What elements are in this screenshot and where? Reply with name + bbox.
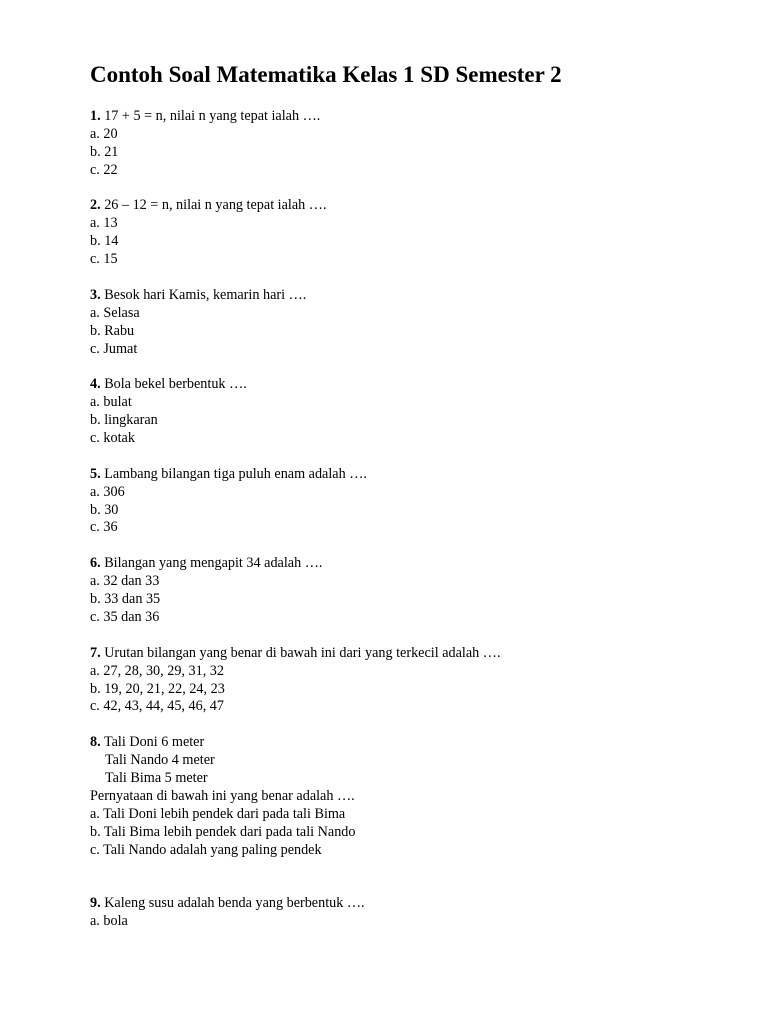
option: a. 27, 28, 30, 29, 31, 32 [90,662,224,679]
question-number: 2. [90,197,101,214]
question-number: 5. [90,465,101,482]
question-text: Bilangan yang mengapit 34 adalah …. [104,555,323,572]
option: b. lingkaran [90,412,158,429]
question-text: Lambang bilangan tiga puluh enam adalah …. [104,465,367,482]
option: c. kotak [90,430,135,447]
question-detail: Tali Nando 4 meter [105,752,215,769]
question-number: 9. [90,895,101,912]
question-number: 6. [90,555,101,572]
question-number: 7. [90,644,101,661]
question-2 [90,197,730,215]
option: a. bola [90,913,128,930]
option: c. 35 dan 36 [90,608,160,625]
option: a. 20 [90,125,118,142]
question-6 [90,555,730,573]
question-number: 4. [90,376,101,393]
option: a. 32 dan 33 [90,573,160,590]
option: c. Jumat [90,340,138,357]
question-text: Tali Doni 6 meter [103,734,205,751]
question-prompt: Pernyataan di bawah ini yang benar adalah …. [90,787,355,804]
page-title: Contoh Soal Matematika Kelas 1 SD Semester 2 [90,62,562,87]
option: b. 21 [90,143,119,160]
option: b. 19, 20, 21, 22, 24, 23 [90,680,225,697]
question-text: 17 + 5 = n, nilai n yang tepat ialah …. [104,108,321,124]
option: a. 13 [90,215,118,232]
question-9 [90,895,730,913]
option: c. 22 [90,161,118,178]
question-number: 8. [90,734,101,751]
option: c. 42, 43, 44, 45, 46, 47 [90,698,224,715]
question-detail: Tali Bima 5 meter [105,769,208,786]
question-text: Kaleng susu adalah benda yang berbentuk …. [104,895,365,912]
option: c. Tali Nando adalah yang paling pendek [90,841,322,858]
question-7 [90,645,730,663]
question-1 [90,108,730,126]
question-text: Bola bekel berbentuk …. [104,376,247,393]
question-3 [90,287,730,305]
question-text: Besok hari Kamis, kemarin hari …. [104,286,307,303]
question-text: Urutan bilangan yang benar di bawah ini dari yang terkecil adalah …. [104,644,501,661]
option: c. 36 [90,519,118,536]
option: b. 33 dan 35 [90,591,161,608]
option: b. Rabu [90,322,135,339]
option: a. Selasa [90,304,140,321]
question-4 [90,376,730,394]
option: b. 30 [90,501,119,518]
option: b. 14 [90,233,119,250]
option: a. Tali Doni lebih pendek dari pada tali Bima [90,805,346,822]
option: b. Tali Bima lebih pendek dari pada tali Nando [90,823,356,840]
question-number: 1. [90,108,101,124]
question-number: 3. [90,286,101,303]
option: c. 15 [90,251,118,268]
option: a. 306 [90,483,125,500]
question-8 [90,734,730,752]
question-list [90,108,730,931]
question-5 [90,466,730,484]
option: a. bulat [90,394,132,411]
question-text: 26 – 12 = n, nilai n yang tepat ialah …. [104,197,327,214]
